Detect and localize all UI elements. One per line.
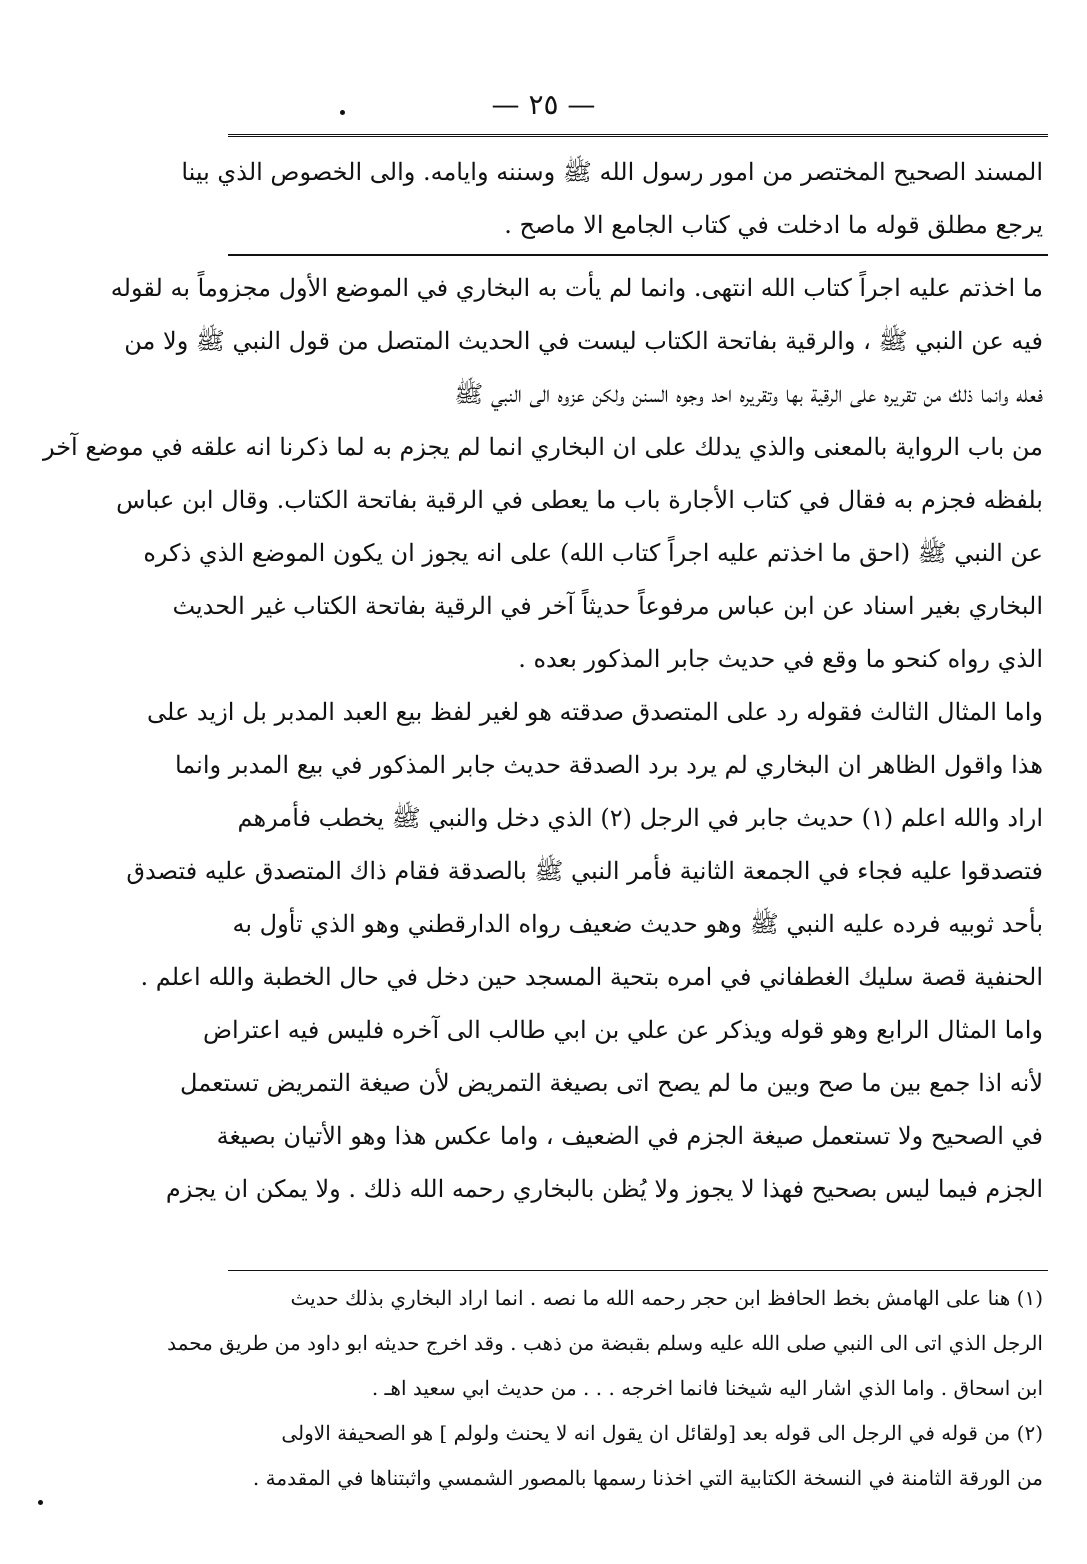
text-line: الحنفية قصة سليك الغطفاني في امره بتحية المسجد حين دخل في حال الخطبة والله اعلم . — [140, 963, 1043, 991]
text-line: يرجع مطلق قوله ما ادخلت في كتاب الجامع الا ماصح . — [504, 211, 1043, 239]
footnote-rule — [228, 1270, 1048, 1271]
text-line: واما المثال الرابع وهو قوله ويذكر عن علي بن ابي طالب الى آخره فليس فيه اعتراض — [202, 1016, 1043, 1044]
footnotes — [167, 1276, 1043, 1501]
footnote-line: من الورقة الثامنة في النسخة الكتابية التي اخذنا رسمها بالمصور الشمسي واثبتناها في المقدمة . — [252, 1466, 1043, 1490]
intro-paragraph — [181, 146, 1043, 252]
text-line: الجزم فيما ليس بصحيح فهذا لا يجوز ولا يُظن بالبخاري رحمه الله ذلك . ولا يمكن ان يجزم — [165, 1175, 1043, 1203]
text-line: لأنه اذا جمع بين ما صح وبين ما لم يصح اتى بصيغة التمريض لأن صيغة التمريض تستعمل — [180, 1069, 1043, 1097]
ink-dot — [38, 1500, 43, 1505]
text-line: المسند الصحيح المختصر من امور رسول الله ﷺ وسننه وايامه. والى الخصوص الذي بينا — [181, 158, 1043, 186]
ink-dot — [340, 110, 345, 115]
text-line: بلفظه فجزم به فقال في كتاب الأجارة باب ما يعطى في الرقية بفاتحة الكتاب. وقال ابن عباس — [116, 486, 1043, 514]
text-line: من باب الرواية بالمعنى والذي يدلك على ان البخاري انما لم يجزم به لما ذكرنا انه علقه في موضع آخر — [42, 433, 1043, 461]
footnote-line: (١) هنا على الهامش بخط الحافظ ابن حجر رحمه الله ما نصه . انما اراد البخاري بذلك حديث — [290, 1286, 1043, 1310]
footnote-line: ابن اسحاق . واما الذي اشار اليه شيخنا فانما اخرجه . . . من حديث ابي سعيد اهـ . — [371, 1376, 1043, 1400]
text-line: الذي رواه كنحو ما وقع في حديث جابر المذكور بعده . — [518, 645, 1043, 673]
text-line: اراد والله اعلم (١) حديث جابر في الرجل (٢) الذي دخل والنبي ﷺ يخطب فأمرهم — [237, 804, 1043, 832]
text-line: فعله وانما ذلك من تقريره على الرقية بها وتقريره احد وجوه السنن ولكن عزوه الى النبي ﷺ — [454, 380, 1043, 408]
text-line: هذا واقول الظاهر ان البخاري لم يرد برد الصدقة حديث جابر المذكور في بيع المدبر وانما — [174, 751, 1043, 779]
page-number: — ٢٥ — — [491, 88, 596, 121]
text-line: واما المثال الثالث فقوله رد على المتصدق صدقته هو لغير لفظ بيع العبد المدبر بل ازيد على — [147, 698, 1043, 726]
text-line: بأحد ثوبيه فرده عليه النبي ﷺ وهو حديث ضعيف رواه الدارقطني وهو الذي تأول به — [232, 910, 1043, 938]
text-line: عن النبي ﷺ (احق ما اخذتم عليه اجراً كتاب الله) على انه يجوز ان يكون الموضع الذي ذكره — [143, 539, 1043, 567]
text-line: فيه عن النبي ﷺ ، والرقية بفاتحة الكتاب ليست في الحديث المتصل من قول النبي ﷺ ولا من — [124, 327, 1043, 355]
text-line: ما اخذتم عليه اجراً كتاب الله انتهى. وانما لم يأت به البخاري في الموضع الأول مجزوماً به لقوله — [110, 274, 1043, 302]
footnote-line: (٢) من قوله في الرجل الى قوله بعد [ولقائل ان يقول انه لا يحنث ولولم ] هو الصحيفة الاولى — [281, 1421, 1043, 1445]
header-rule — [228, 134, 1048, 140]
footnote-line: الرجل الذي اتى الى النبي صلى الله عليه وسلم بقبضة من ذهب . وقد اخرج حديثه ابو داود من طريق محمد — [167, 1331, 1043, 1355]
text-line: فتصدقوا عليه فجاء في الجمعة الثانية فأمر النبي ﷺ بالصدقة فقام ذاك المتصدق عليه فتصدق — [126, 857, 1043, 885]
section-rule — [228, 254, 1048, 256]
text-line: في الصحيح ولا تستعمل صيغة الجزم في الضعيف ، واما عكس هذا وهو الأتيان بصيغة — [216, 1122, 1043, 1150]
text-line: البخاري بغير اسناد عن ابن عباس مرفوعاً حديثاً آخر في الرقية بفاتحة الكتاب غير الحديث — [172, 592, 1043, 620]
body-text — [42, 262, 1043, 1216]
